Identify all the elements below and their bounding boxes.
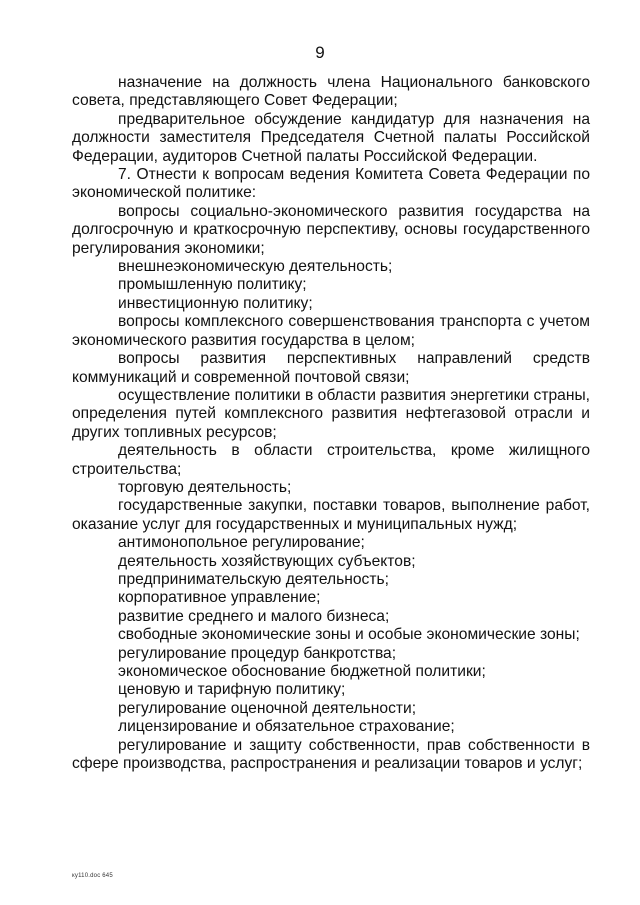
- list-item: лицензирование и обязательное страхование;: [118, 718, 455, 736]
- list-item: вопросы комплексного совершенствования транспорта с учетом экономического развития государства в целом;: [72, 313, 590, 349]
- list-item: деятельность в области строительства, кроме жилищного строительства;: [72, 442, 590, 478]
- list-item: государственные закупки, поставки товаров, выполнение работ, оказание услуг для государственных и муниципальных нужд;: [72, 497, 590, 533]
- list-item: деятельность хозяйствующих субъектов;: [118, 552, 416, 570]
- page-number: 9: [315, 43, 325, 62]
- list-item: регулирование оценочной деятельности;: [118, 699, 417, 717]
- list-item: экономическое обоснование бюджетной политики;: [118, 663, 486, 680]
- paragraph: назначение на должность члена Национального банковского совета, представляющего Совет Федерации;: [72, 74, 590, 110]
- list-item: инвестиционную политику;: [118, 294, 313, 312]
- list-item: ценовую и тарифную политику;: [118, 681, 346, 699]
- list-item: свободные экономические зоны и особые экономические зоны;: [118, 626, 580, 644]
- list-item: торговую деятельность;: [118, 478, 292, 496]
- list-item: предпринимательскую деятельность;: [118, 570, 389, 588]
- list-item: промышленную политику;: [118, 276, 307, 294]
- list-item: корпоративное управление;: [118, 589, 321, 607]
- document-body: [72, 74, 590, 773]
- section-heading: 7. Отнести к вопросам ведения Комитета Совета Федерации по экономической политике:: [72, 166, 590, 202]
- list-item: регулирование процедур банкротства;: [118, 644, 397, 662]
- footer-doc-id: ку110.doc 645: [72, 873, 113, 879]
- list-item: осуществление политики в области развития энергетики страны, определения путей комплексного развития нефтегазовой отрасли и других топливных ресурсов;: [72, 386, 590, 441]
- list-item: вопросы развития перспективных направлений средств коммуникаций и современной почтовой связи;: [72, 350, 590, 386]
- list-item: регулирование и защиту собственности, прав собственности в сфере производства, распространения и реализации товаров и услуг;: [72, 736, 590, 773]
- list-item: вопросы социально-экономического развития государства на долгосрочную и краткосрочную перспективу, основы государственного регулирования экономики;: [72, 202, 590, 257]
- list-item: антимонопольное регулирование;: [118, 534, 365, 552]
- list-item: внешнеэкономическую деятельность;: [118, 258, 393, 276]
- paragraph: предварительное обсуждение кандидатур для назначения на должности заместителя Председателя Счетной палаты Российской Федерации, аудиторов Счетной палаты Российской Федерации.: [72, 110, 590, 165]
- list-item: развитие среднего и малого бизнеса;: [118, 607, 390, 625]
